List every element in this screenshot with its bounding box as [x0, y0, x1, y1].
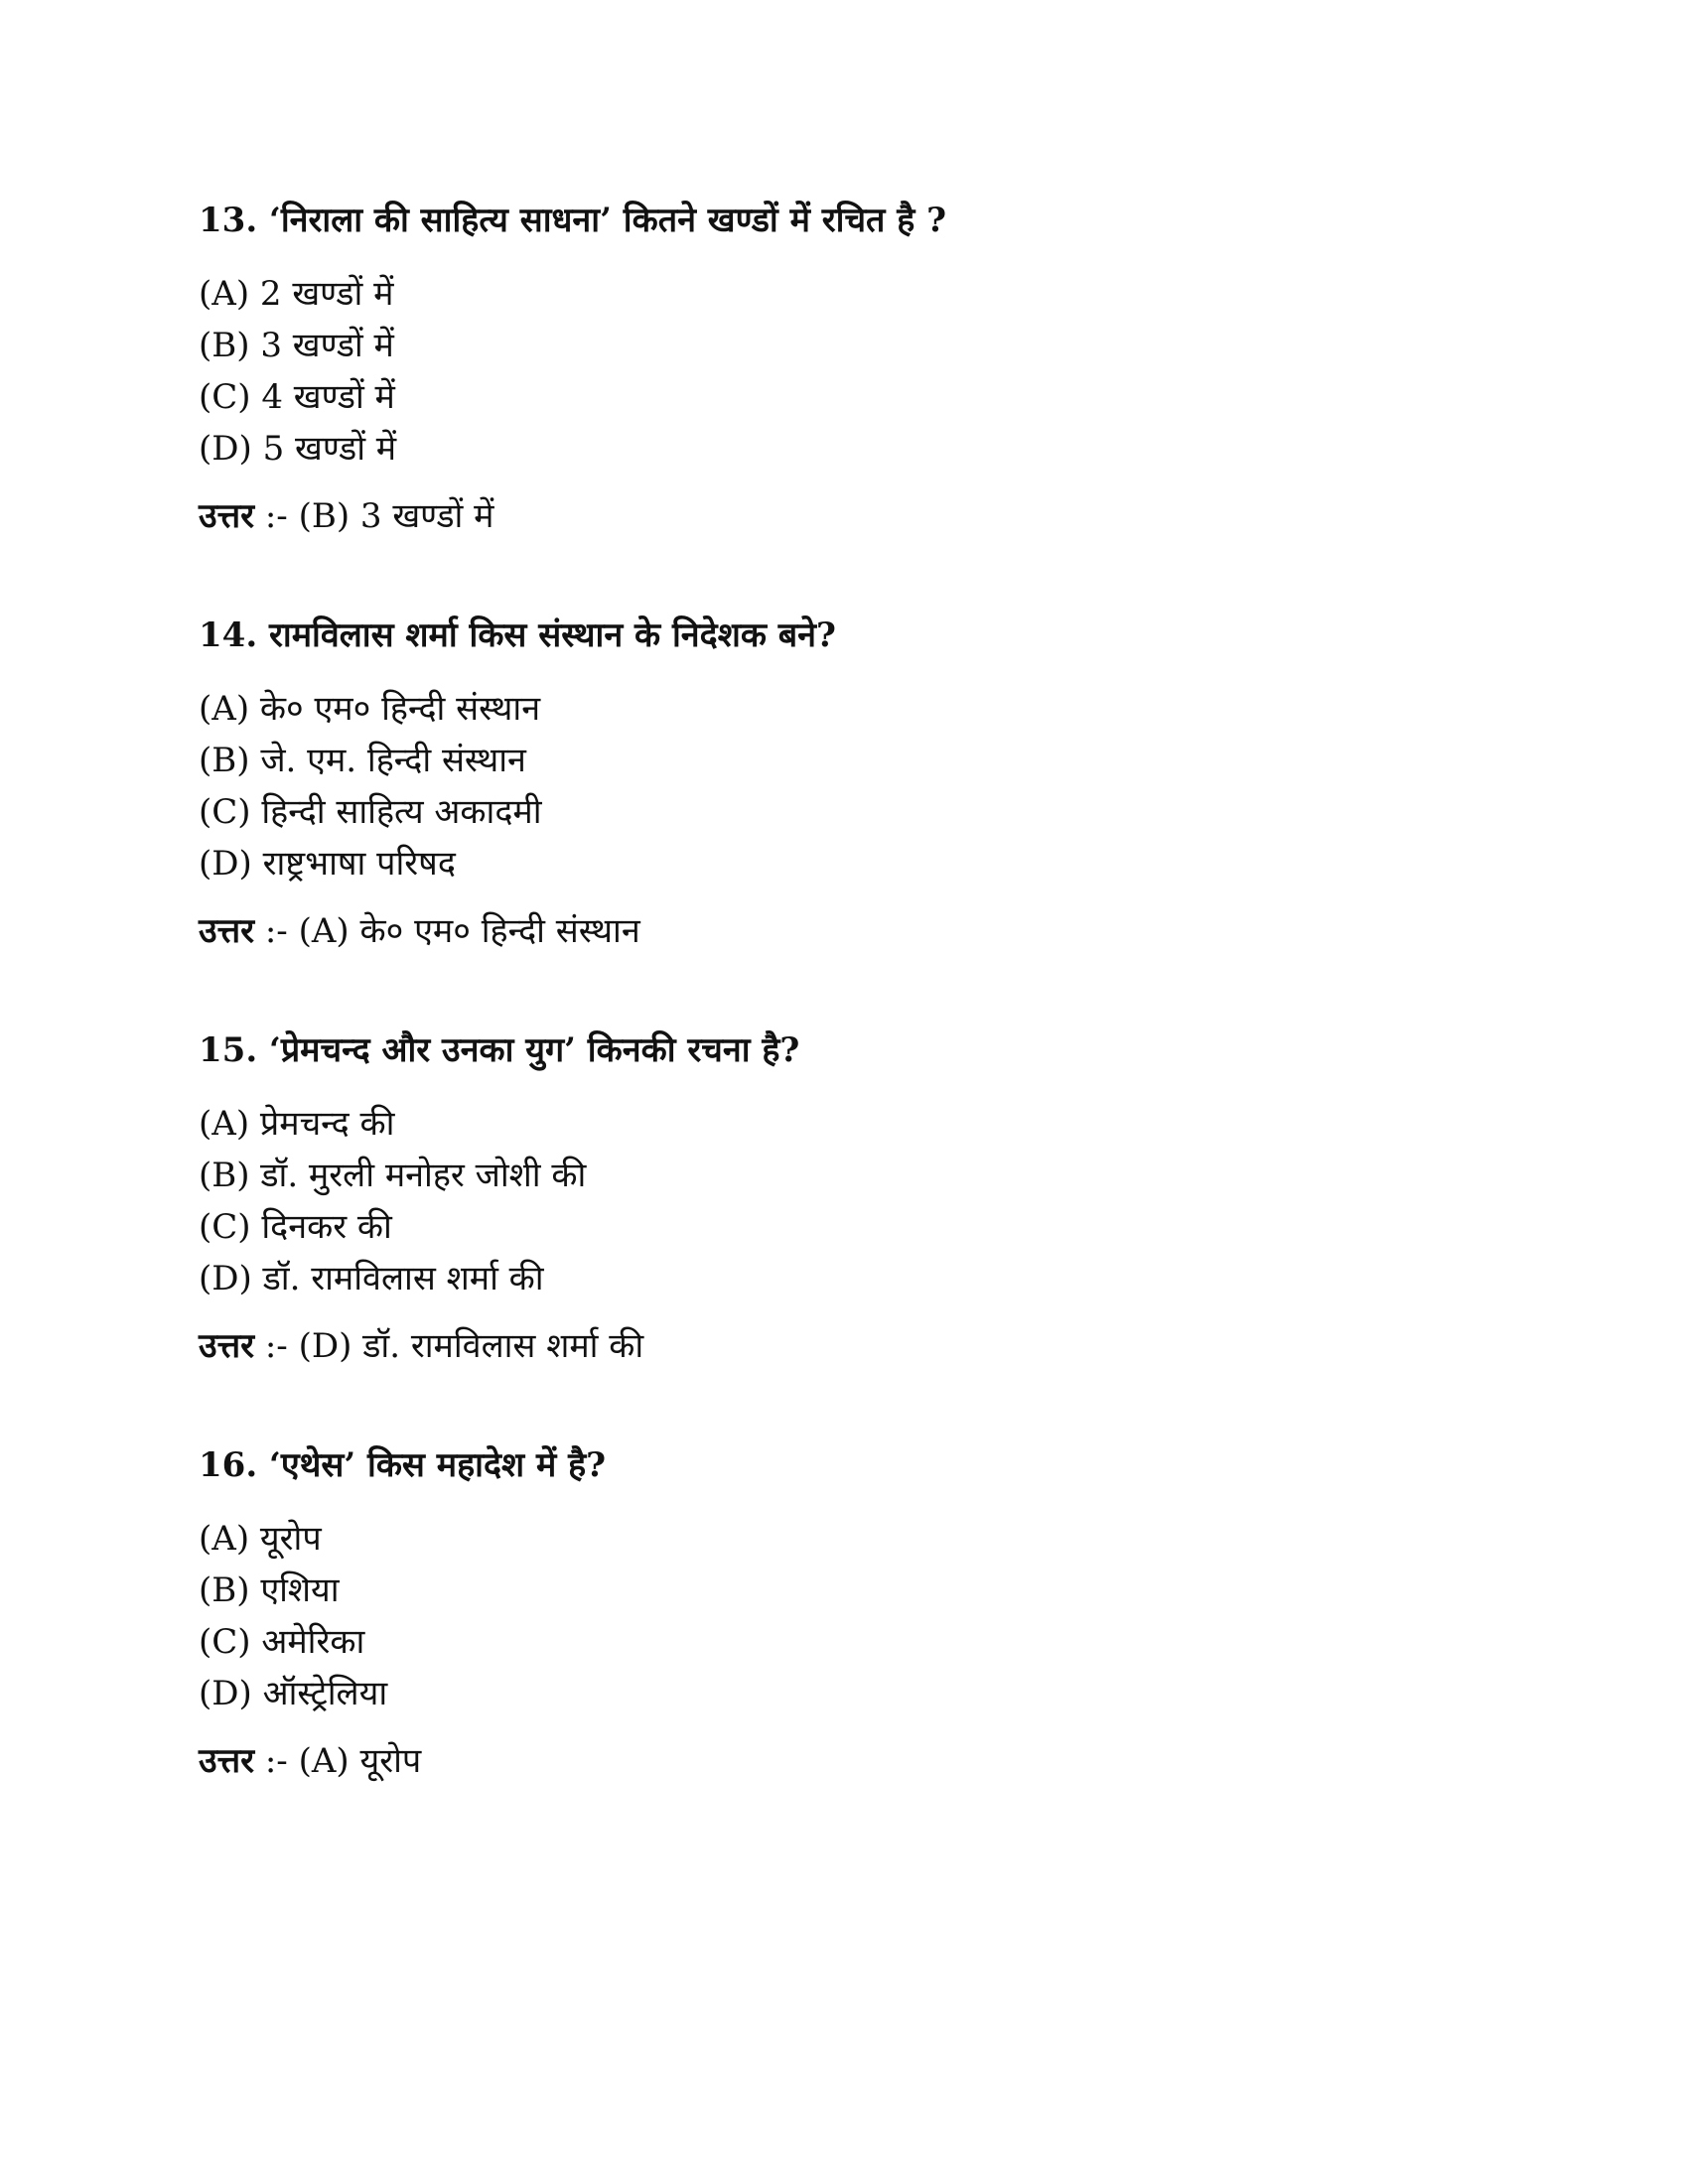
option-b: (B) डॉ. मुरली मनोहर जोशी की	[199, 1156, 587, 1195]
answer-label: उत्तर	[199, 1741, 255, 1781]
answer-label: उत्तर	[199, 911, 255, 951]
answer-separator: :-	[254, 1741, 299, 1781]
option-b: (B) एशिया	[199, 1570, 340, 1610]
question-16	[199, 1443, 1489, 1783]
answer-label: उत्तर	[199, 1326, 255, 1366]
option-a: (A) यूरोप	[199, 1519, 322, 1559]
options-list	[199, 683, 1489, 889]
answer-value: (A) के० एम० हिन्दी संस्थान	[298, 911, 640, 951]
document-page	[199, 0, 1489, 2184]
option-b: (B) जे. एम. हिन्दी संस्थान	[199, 741, 526, 780]
answer-line	[199, 1324, 1489, 1368]
option-d: (D) डॉ. रामविलास शर्मा की	[199, 1259, 544, 1298]
option-c: (C) हिन्दी साहित्य अकादमी	[199, 792, 542, 832]
answer-separator: :-	[254, 911, 299, 951]
question-13	[199, 199, 1489, 538]
question-text: 15. ‘प्रेमचन्द और उनका युग’ किनकी रचना है?	[199, 1030, 800, 1070]
answer-separator: :-	[254, 1326, 299, 1366]
options-list	[199, 1098, 1489, 1304]
answer-value: (A) यूरोप	[298, 1741, 422, 1781]
answer-line	[199, 909, 1489, 953]
options-list	[199, 268, 1489, 475]
question-text: 14. रामविलास शर्मा किस संस्थान के निदेशक बने?	[199, 615, 836, 655]
option-b: (B) 3 खण्डों में	[199, 326, 394, 365]
answer-label: उत्तर	[199, 496, 255, 536]
answer-line	[199, 1739, 1489, 1783]
option-c: (C) 4 खण्डों में	[199, 377, 395, 417]
question-text: 13. ‘निराला की साहित्य साधना’ कितने खण्डों में रचित है ?	[199, 201, 947, 240]
question-14	[199, 614, 1489, 953]
option-a: (A) के० एम० हिन्दी संस्थान	[199, 689, 541, 729]
option-d: (D) ऑस्ट्रेलिया	[199, 1674, 388, 1713]
answer-value: (B) 3 खण्डों में	[298, 496, 494, 536]
option-d: (D) राष्ट्रभाषा परिषद	[199, 844, 456, 884]
options-list	[199, 1513, 1489, 1719]
option-d: (D) 5 खण्डों में	[199, 429, 397, 469]
answer-line	[199, 494, 1489, 538]
answer-separator: :-	[254, 496, 299, 536]
question-15	[199, 1028, 1489, 1368]
option-a: (A) 2 खण्डों में	[199, 274, 394, 314]
option-c: (C) दिनकर की	[199, 1207, 392, 1247]
answer-value: (D) डॉ. रामविलास शर्मा की	[298, 1326, 644, 1366]
question-text: 16. ‘एथेस’ किस महादेश में है?	[199, 1445, 607, 1485]
option-c: (C) अमेरिका	[199, 1622, 365, 1662]
option-a: (A) प्रेमचन्द की	[199, 1104, 395, 1144]
